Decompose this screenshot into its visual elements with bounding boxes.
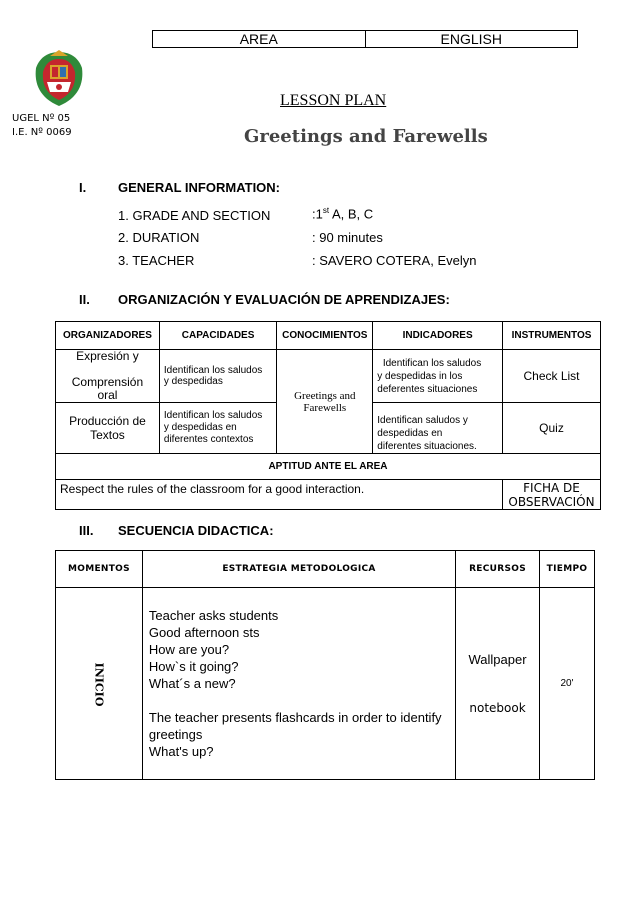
- area-label: AREA: [153, 31, 366, 47]
- indicador-cell: Identifican los saludos y despedidas in los deferentes situaciones: [373, 350, 503, 403]
- section-1-title: GENERAL INFORMATION:: [118, 180, 281, 195]
- page-subtitle: Greetings and Farewells: [244, 126, 488, 147]
- aptitud-text: Respect the rules of the classroom for a good interaction.: [56, 480, 503, 510]
- capacidad-cell: Identifican los saludos y despedidas en diferentes contextos: [159, 403, 276, 454]
- instrumento-cell: Check List: [503, 350, 601, 403]
- ugel-text: UGEL Nº 05: [12, 113, 71, 124]
- table-row: [56, 588, 595, 780]
- instrumento-cell: Quiz: [503, 403, 601, 454]
- table-row: [56, 350, 601, 403]
- tiempo-cell: 20': [540, 588, 595, 780]
- section-3-number: III.: [79, 523, 94, 538]
- indicador-cell: Identifican saludos y despedidas en diferentes situaciones.: [373, 403, 503, 454]
- col-header: ORGANIZADORES: [56, 322, 160, 350]
- capacidad-cell: Identifican los saludos y despedidas: [159, 350, 276, 403]
- col-header: TIEMPO: [540, 551, 595, 588]
- recurso-notebook: notebook: [469, 701, 526, 715]
- col-header: INSTRUMENTOS: [503, 322, 601, 350]
- col-header: MOMENTOS: [56, 551, 143, 588]
- organizador-cell: Producción de Textos: [56, 403, 160, 454]
- organizador-cell: Expresión y Comprensión oral: [56, 350, 160, 403]
- grade-value-sup: st: [322, 206, 330, 215]
- section-2-number: II.: [79, 292, 90, 307]
- ugel-info: [12, 112, 72, 140]
- recurso-wallpaper: Wallpaper: [468, 652, 527, 667]
- momento-cell: [56, 588, 143, 780]
- area-value: ENGLISH: [440, 31, 502, 47]
- estrategia-line: Teacher asks students: [148, 608, 279, 623]
- momento-label: INICIO: [92, 662, 106, 706]
- estrategia-line: Good afternoon sts: [148, 625, 260, 640]
- info-label-duration: 2. DURATION: [118, 230, 200, 245]
- info-value-duration: : 90 minutes: [312, 230, 383, 245]
- info-value-grade: [312, 206, 373, 221]
- col-header: CAPACIDADES: [159, 322, 276, 350]
- sequence-table: [55, 550, 595, 780]
- grade-value-pre: :1: [312, 206, 323, 222]
- col-header: INDICADORES: [373, 322, 503, 350]
- estrategia-line: What's up?: [148, 744, 214, 759]
- estrategia-line: greetings: [148, 727, 203, 742]
- estrategia-line: What´s a new?: [148, 676, 236, 691]
- evaluation-table: [55, 321, 601, 510]
- grade-value-post: A, B, C: [329, 206, 374, 222]
- section-1-number: I.: [79, 180, 87, 195]
- recursos-cell: [456, 588, 540, 780]
- area-table: [152, 30, 578, 48]
- info-label-teacher: 3. TEACHER: [118, 253, 195, 268]
- aptitud-instrument: FICHA DE OBSERVACIÓN: [503, 480, 601, 510]
- col-header: RECURSOS: [456, 551, 540, 588]
- section-3-title: SECUENCIA DIDACTICA:: [118, 523, 274, 538]
- school-text: I.E. Nº 0069: [12, 127, 72, 138]
- school-crest-logo: [30, 48, 88, 110]
- page-title: LESSON PLAN: [280, 92, 387, 109]
- estrategia-cell: [142, 588, 455, 780]
- col-header: CONOCIMIENTOS: [277, 322, 373, 350]
- conocimiento-cell: Greetings and Farewells: [277, 350, 373, 454]
- info-label-grade: 1. GRADE AND SECTION: [118, 208, 271, 223]
- aptitud-header-row: [56, 454, 601, 480]
- table-header-row: [56, 322, 601, 350]
- estrategia-spacer: [149, 692, 454, 709]
- info-value-teacher: : SAVERO COTERA, Evelyn: [312, 253, 477, 268]
- col-header: ESTRATEGIA METODOLOGICA: [142, 551, 455, 588]
- estrategia-line: The teacher presents flashcards in order to identify: [148, 710, 442, 725]
- table-header-row: [56, 551, 595, 588]
- aptitud-row: [56, 480, 601, 510]
- estrategia-line: How`s it going?: [148, 659, 239, 674]
- estrategia-line: How are you?: [148, 642, 230, 657]
- aptitud-header: APTITUD ANTE EL AREA: [56, 454, 601, 480]
- section-2-title: ORGANIZACIÓN Y EVALUACIÓN DE APRENDIZAJES:: [118, 292, 450, 307]
